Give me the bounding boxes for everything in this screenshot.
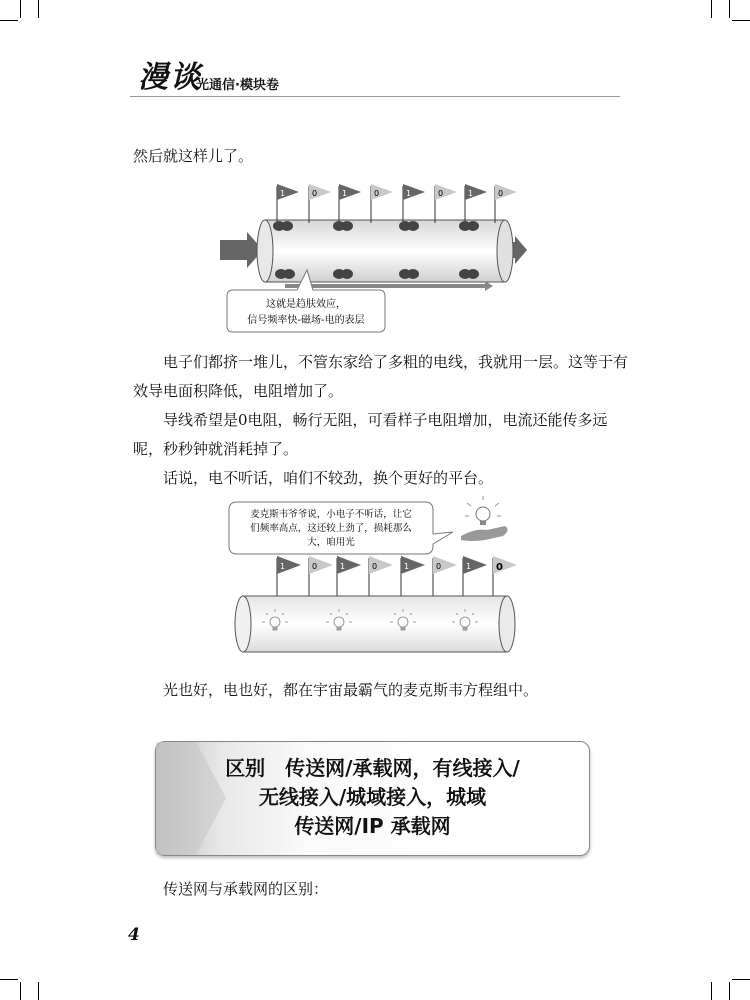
flag-label: 0 bbox=[438, 189, 444, 198]
lightbulb-icon bbox=[461, 496, 508, 541]
crop-mark bbox=[20, 0, 21, 18]
flag-label: 0 bbox=[436, 562, 442, 571]
light-transmission-figure bbox=[225, 494, 525, 660]
flag-label: 0 bbox=[496, 562, 503, 573]
callout-text: 信号频率快-磁场-电的表层 bbox=[247, 315, 365, 326]
crop-mark bbox=[38, 982, 39, 1000]
flag-label: 1 bbox=[466, 562, 472, 571]
section-title-line: 无线接入/城域接入，城域 bbox=[258, 785, 487, 809]
flag-label: 1 bbox=[280, 189, 286, 198]
flag-label: 0 bbox=[374, 189, 380, 198]
section-title bbox=[156, 754, 589, 841]
crop-mark bbox=[729, 0, 730, 18]
book-title: 光通信·模块卷 bbox=[196, 78, 279, 93]
callout-text: 们频率高点，这还较上劲了，损耗那么 bbox=[250, 523, 412, 534]
flag-label: 1 bbox=[280, 562, 286, 571]
paragraph: 导线希望是0电阻，畅行无阻，可看样子电阻增加，电流还能传多远呢，秒秒钟就消耗掉了。 bbox=[133, 411, 608, 458]
paragraph: 话说，电不听话，咱们不较劲，换个更好的平台。 bbox=[163, 469, 494, 487]
crop-mark bbox=[0, 979, 18, 980]
flag-label: 1 bbox=[340, 562, 346, 571]
flag-label: 0 bbox=[372, 562, 378, 571]
paragraph: 电子们都挤一堆儿，不管东家给了多粗的电线，我就用一层。这等于有效导电面积降低，电阻增加了。 bbox=[133, 353, 629, 400]
skin-effect-figure bbox=[215, 178, 535, 338]
callout-text: 大，咱用光 bbox=[307, 537, 355, 548]
paragraph: 传送网与承载网的区别： bbox=[163, 880, 329, 898]
crop-mark bbox=[0, 20, 18, 21]
series-logo: 漫谈 bbox=[138, 60, 202, 95]
flags-row bbox=[277, 556, 517, 600]
flag-label: 0 bbox=[498, 189, 504, 198]
callout-text: 这就是趋肤效应， bbox=[266, 299, 346, 310]
crop-mark bbox=[38, 0, 39, 18]
flag-label: 0 bbox=[312, 562, 318, 571]
header-rule bbox=[130, 96, 620, 97]
crop-mark bbox=[711, 0, 712, 18]
crop-mark bbox=[711, 982, 712, 1000]
flag-label: 1 bbox=[468, 189, 474, 198]
crop-mark bbox=[729, 982, 730, 1000]
flag-label: 0 bbox=[312, 189, 318, 198]
tube-end bbox=[499, 596, 515, 652]
section-title-line: 传送网/IP 承载网 bbox=[294, 814, 451, 838]
tube-end bbox=[497, 220, 513, 282]
crop-mark bbox=[20, 982, 21, 1000]
section-heading-box bbox=[155, 741, 590, 856]
callout-text: 麦克斯韦爷爷说，小电子不听话，让它 bbox=[250, 509, 412, 520]
page-number: 4 bbox=[128, 925, 140, 945]
tube-end bbox=[235, 596, 251, 652]
flag-label: 1 bbox=[342, 189, 348, 198]
crop-mark bbox=[732, 979, 750, 980]
flag-label: 1 bbox=[406, 189, 412, 198]
crop-mark bbox=[732, 20, 750, 21]
flag-label: 1 bbox=[404, 562, 410, 571]
paragraph: 然后就这样儿了。 bbox=[133, 147, 254, 165]
paragraph: 光也好，电也好，都在宇宙最霸气的麦克斯韦方程组中。 bbox=[163, 681, 539, 699]
tube-end bbox=[257, 220, 273, 282]
flags-row bbox=[277, 184, 517, 223]
section-title-line: 区别 传送网/承载网，有线接入/ bbox=[225, 756, 520, 780]
